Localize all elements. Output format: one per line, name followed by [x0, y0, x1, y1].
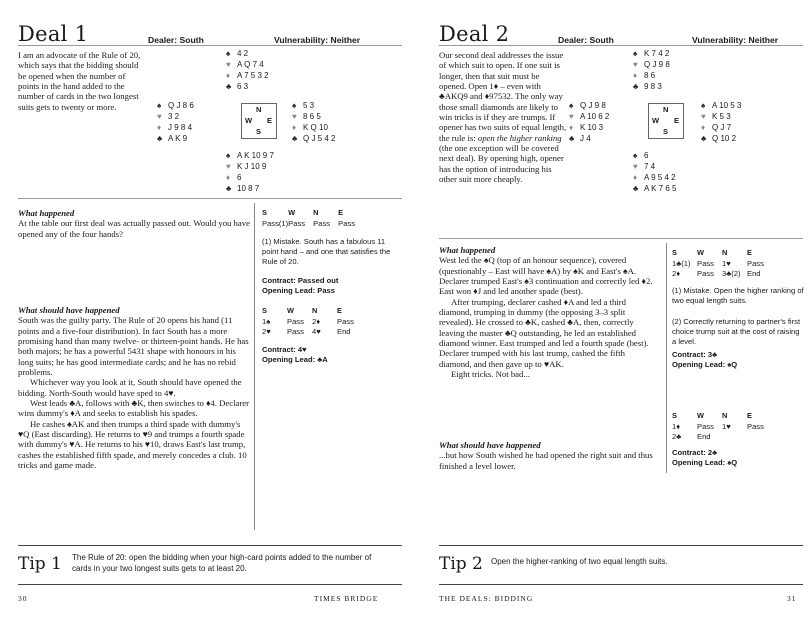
deal-title: Deal 2 [439, 22, 510, 46]
footer-rule [18, 584, 402, 585]
tip-rule [439, 545, 803, 546]
page-number: 30 [18, 594, 28, 603]
tip-rule [18, 545, 402, 546]
south-hand: ♠ A K 10 9 7 ♥ K J 10 9 ♦ 6 ♣ 10 8 7 [226, 151, 274, 193]
dealer-label: Dealer: South [558, 35, 614, 45]
page-number: 31 [787, 594, 797, 603]
opening-lead-1: Opening Lead: ♠Q [672, 360, 738, 369]
north-hand: ♠ K 7 4 2 ♥ Q J 9 8 ♦ 8 6 ♣ 9 8 3 [633, 49, 670, 91]
west-hand: ♠ Q J 9 8 ♥ A 10 6 2 ♦ K 10 3 ♣ J 4 [569, 101, 610, 143]
opening-lead-1: Opening Lead: Pass [262, 286, 336, 295]
opening-lead-2: Opening Lead: ♠Q [672, 458, 738, 467]
what-happened: What happened At the table our first deal was actually passed out. Would you have opened any of the four hands? [18, 208, 250, 239]
bidding-table-1: S W N E Pass(1) Pass Pass Pass [262, 208, 356, 228]
footer-rule [439, 584, 803, 585]
header-rule [18, 45, 402, 46]
east-hand: ♠ A 10 5 3 ♥ K 5 3 ♦ Q J 7 ♣ Q 10 2 [701, 101, 742, 143]
vulnerability-label: Vulnerability: Neither [692, 35, 779, 45]
contract-2: Contract: 4♥ [262, 345, 307, 354]
dealer-label: Dealer: South [148, 35, 204, 45]
section-rule [439, 238, 803, 239]
intro-text: Our second deal addresses the issue of which suit to open. If one suit is longer, then that suit must be opened. Open 1♦ – even with ♣AKQ9 and ♦97532. The only way those small diamonds are likely to win tricks is if they are trumps. If opener has two suits of equal length, the rule is: open the higher ranking (the one exception will be covered next deal). By opening high, opener has the option of introducing his other suit more cheaply. [439, 50, 567, 185]
contract-2: Contract: 2♣ [672, 448, 718, 457]
bidding-note-1: (1) Mistake. Open the higher ranking of two equal length suits. [672, 286, 804, 305]
bidding-table-2: S W N E 1♦ Pass 1♥ Pass 2♣ End [672, 411, 764, 442]
west-hand: ♠ Q J 8 6 ♥ 3 2 ♦ J 9 8 4 ♣ A K 9 [157, 101, 194, 143]
intro-text: I am an advocate of the Rule of 20, which says that the bidding should be opened when the number of points in the hand added to the number of cards in the two longest suits gets to twenty or more. [18, 50, 141, 112]
compass: N W E S [241, 103, 277, 139]
opening-lead-2: Opening Lead: ♣A [262, 355, 328, 364]
what-happened: What happened West led the ♠Q (top of an honour sequence), covered (questionably – East will have ♠A) by ♠K and East's ♠A. Declarer trumped East's ♠3 continuation and correctly led ♦2. East won ♦J and led another spade (best). After trumping, declarer cashed ♦A and led a third diamond, trumping in dummy (the opposing 3–3 split revealed). He crossed to ♣K, cashed ♣A, then, correctly leaving the master ♣Q outstanding, he led an established diamond winner. East trumped and led a fourth spade (best). Declarer trumped with his last trump, cashed the fifth diamond, and then gave up to ♥AK. Eight tricks. Not bad... [439, 245, 653, 380]
what-should-have-happened: What should have happened South was the guilty party. The Rule of 20 opens his hand (11 points and a five-four distribution). In fact South has a more promising hand than many twelve- or thirteen-point hands. He has both majors; he has a powerful 5431 shape with honours in his long suits; he has good intermediate cards; and he has no rebid problems. Whichever way you look at it, South should have opened the bidding. North-South would have sped to 4♥. West leads ♣A, follows with ♣K, then switches to ♦4. Declarer wins dummy's ♦A and seeks to establish his spades. He cashes ♠AK and then trumps a third spade with dummy's ♥Q (East discarding). He returns to ♥9 and trumps a fourth spade with dummy's ♥A. He returns to his ♥10, draws East's last trump, cashes the established fifth spade, and merely concedes a club. 10 tricks and game made. [18, 305, 250, 471]
contract-1: Contract: Passed out [262, 276, 339, 285]
deal-title: Deal 1 [18, 22, 89, 46]
header-rule [439, 45, 803, 46]
running-head: THE DEALS: BIDDING [439, 594, 534, 603]
south-hand: ♠ 6 ♥ 7 4 ♦ A 9 5 4 2 ♣ A K 7 6 5 [633, 151, 677, 193]
compass: N W E S [648, 103, 684, 139]
tip-text: Open the higher-ranking of two equal length suits. [491, 557, 668, 566]
east-hand: ♠ 5 3 ♥ 8 6 5 ♦ K Q 10 ♣ Q J 5 4 2 [292, 101, 336, 143]
north-hand: ♠ 4 2 ♥ A Q 7 4 ♦ A 7 5 3 2 ♣ 6 3 [226, 49, 269, 91]
tip-label: Tip 2 [439, 554, 483, 574]
section-rule [18, 198, 402, 199]
bidding-table-1: S W N E 1♣(1) Pass 1♥ Pass 2♦ Pass 3♣(2) End [672, 248, 764, 279]
bidding-note-2: (2) Correctly returning to partner's first choice trump suit at the cost of raising a level. [672, 317, 801, 346]
right-page [405, 0, 810, 622]
bidding-table-2: S W N E 1♠ Pass 2♦ Pass 2♥ Pass 4♥ End [262, 306, 354, 337]
tip-text: The Rule of 20: open the bidding when your high-card points added to the number of cards in your two longest suits gets to at least 20. [72, 553, 372, 573]
column-divider [254, 203, 255, 530]
contract-1: Contract: 3♣ [672, 350, 718, 359]
column-divider [666, 243, 667, 473]
vulnerability-label: Vulnerability: Neither [274, 35, 361, 45]
tip-label: Tip 1 [18, 554, 62, 574]
running-head: TIMES BRIDGE [314, 594, 379, 603]
what-should-have-happened: What should have happened ...but how South wished he had opened the right suit and thus finished a level lower. [439, 440, 653, 471]
bidding-note-1: (1) Mistake. South has a fabulous 11 point hand – and one that satisfies the Rule of 20. [262, 237, 391, 266]
